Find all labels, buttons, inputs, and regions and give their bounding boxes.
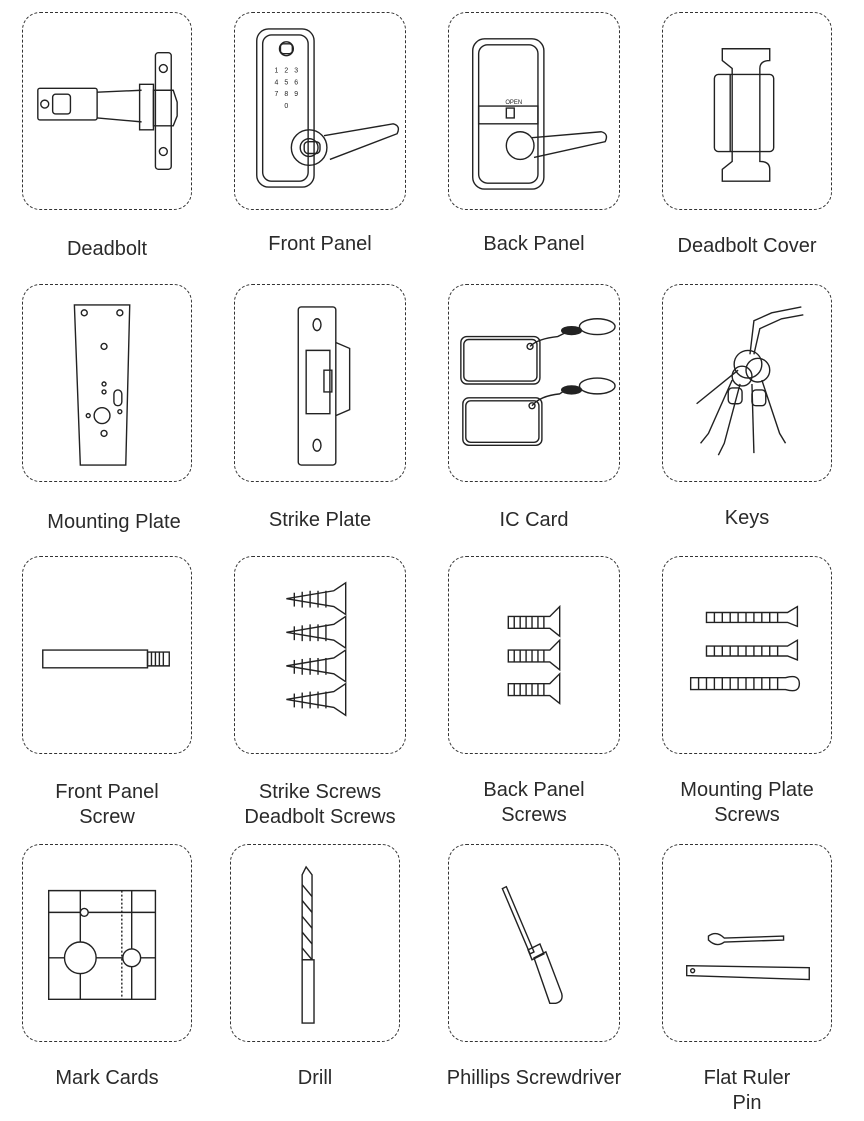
- front-panel-box: [234, 12, 406, 210]
- front-panel-icon: [235, 13, 405, 209]
- back-panel-label: Back Panel: [483, 233, 585, 255]
- svg-text:1: 1: [274, 67, 279, 75]
- drill-icon: [231, 845, 399, 1041]
- svg-text:8: 8: [284, 91, 289, 99]
- strike-plate-icon: [235, 285, 405, 481]
- deadbolt-label: Deadbolt: [66, 238, 148, 260]
- mounting-plate-screws-box: [662, 556, 832, 754]
- flat-ruler-pin-icon: [663, 845, 831, 1041]
- mark-cards-icon: [23, 845, 191, 1041]
- svg-text:4: 4: [274, 79, 279, 87]
- back-panel-screws-label: Back Panel Screws: [483, 779, 585, 826]
- mark-cards-label: Mark Cards: [55, 1067, 159, 1089]
- deadbolt-cover-box: [662, 12, 832, 210]
- front-panel-screw-label: Front Panel Screw: [55, 781, 159, 828]
- keys-icon: [663, 285, 831, 481]
- svg-text:6: 6: [294, 79, 299, 87]
- mounting-plate-icon: [23, 285, 191, 481]
- strike-plate-label: Strike Plate: [268, 509, 372, 531]
- svg-text:7: 7: [274, 91, 279, 99]
- back-panel-icon: [449, 13, 619, 209]
- mounting-plate-box: [22, 284, 192, 482]
- drill-label: Drill: [297, 1067, 333, 1089]
- flat-ruler-pin-label: Flat Ruler Pin: [703, 1067, 791, 1114]
- ic-card-icon: [449, 285, 619, 481]
- svg-text:OPEN: OPEN: [505, 100, 523, 107]
- svg-text:9: 9: [294, 91, 299, 99]
- svg-text:0: 0: [284, 103, 289, 111]
- ic-card-box: [448, 284, 620, 482]
- svg-text:5: 5: [284, 79, 289, 87]
- deadbolt-cover-icon: [663, 13, 831, 209]
- back-panel-screws-icon: [449, 557, 619, 753]
- phillips-screwdriver-box: [448, 844, 620, 1042]
- deadbolt-icon: [23, 13, 191, 209]
- phillips-screwdriver-icon: [449, 845, 619, 1041]
- deadbolt-cover-label: Deadbolt Cover: [677, 235, 817, 257]
- keys-label: Keys: [724, 507, 770, 529]
- front-panel-screw-box: [22, 556, 192, 754]
- mark-cards-box: [22, 844, 192, 1042]
- front-panel-screw-icon: [23, 557, 191, 753]
- drill-box: [230, 844, 400, 1042]
- strike-plate-box: [234, 284, 406, 482]
- back-panel-screws-box: [448, 556, 620, 754]
- front-panel-label: Front Panel: [268, 233, 372, 255]
- mounting-plate-screws-icon: [663, 557, 831, 753]
- ic-card-label: IC Card: [499, 509, 569, 531]
- flat-ruler-pin-box: [662, 844, 832, 1042]
- strike-screws-icon: [235, 557, 405, 753]
- mounting-plate-screws-label: Mounting Plate Screws: [680, 779, 814, 826]
- svg-text:3: 3: [294, 67, 299, 75]
- svg-text:2: 2: [284, 67, 289, 75]
- mounting-plate-label: Mounting Plate: [47, 511, 181, 533]
- strike-screws-label: Strike Screws Deadbolt Screws: [244, 781, 396, 828]
- keys-box: [662, 284, 832, 482]
- strike-screws-box: [234, 556, 406, 754]
- deadbolt-box: [22, 12, 192, 210]
- phillips-screwdriver-label: Phillips Screwdriver: [446, 1067, 622, 1089]
- back-panel-box: [448, 12, 620, 210]
